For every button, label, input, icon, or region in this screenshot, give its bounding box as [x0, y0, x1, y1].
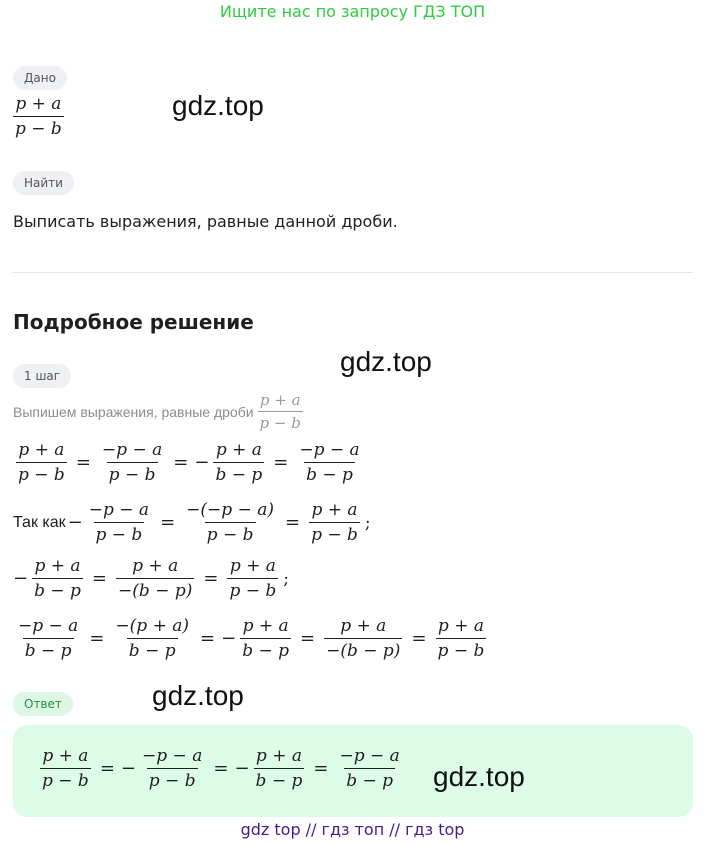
answer-tag: Ответ — [13, 692, 73, 716]
footer-links: gdz top // гдз топ // гдз top — [240, 820, 465, 839]
fraction — [309, 500, 360, 545]
answer-equation — [37, 746, 405, 791]
fraction — [116, 556, 194, 601]
equation-line-3 — [13, 556, 289, 601]
given-fraction-numerator: p + a — [15, 94, 62, 114]
equals-sign: = — [89, 628, 105, 649]
watermark: gdz.top — [152, 680, 244, 711]
so-since-text: Так как — [13, 513, 66, 531]
top-banner: Ищите нас по запросу ГДЗ ТОП — [219, 2, 486, 21]
fraction-denominator: p − b — [107, 462, 158, 485]
fraction-denominator: b − p — [240, 638, 291, 661]
fraction-numerator: −p − a — [88, 500, 150, 520]
equals-sign: = — [200, 628, 216, 649]
minus-sign: − — [234, 758, 250, 779]
equals-sign: = — [285, 512, 301, 533]
fraction-denominator: p − b — [436, 638, 487, 661]
semicolon: ; — [364, 512, 371, 533]
fraction — [100, 440, 164, 485]
equals-sign: = — [313, 758, 329, 779]
fraction — [16, 616, 80, 661]
fraction — [297, 440, 361, 485]
fraction-numerator: p + a — [255, 746, 302, 766]
fraction-denominator: b − p — [32, 578, 83, 601]
fraction-denominator: p − b — [205, 522, 256, 545]
fraction-denominator: p − b — [16, 462, 67, 485]
equals-sign: = — [213, 758, 229, 779]
semicolon: ; — [283, 568, 289, 589]
fraction-denominator: b − p — [127, 638, 178, 661]
fraction — [140, 746, 204, 791]
equals-sign: = — [411, 628, 427, 649]
equation-line-1 — [13, 440, 365, 485]
fraction-numerator: p + a — [18, 440, 65, 460]
step-intro-text: Выпишем выражения, равные дроби — [13, 403, 254, 420]
fraction-denominator: b − p — [23, 638, 74, 661]
fraction-denominator: p − b — [147, 768, 198, 791]
equals-sign: = — [173, 452, 189, 473]
fraction — [240, 616, 291, 661]
equals-sign: = — [91, 568, 108, 589]
given-fraction — [13, 94, 64, 139]
fraction — [213, 440, 264, 485]
minus-sign: − — [221, 628, 237, 649]
fraction-denominator: p − b — [40, 768, 91, 791]
fraction-denominator: b − p — [344, 768, 395, 791]
given-fraction-denominator: p − b — [13, 116, 64, 139]
fraction-numerator: p + a — [132, 556, 179, 576]
watermark: gdz.top — [433, 761, 525, 792]
fraction-numerator: p + a — [229, 556, 276, 576]
find-text: Выписать выражения, равные данной дроби. — [13, 212, 398, 231]
fraction-numerator: −(p + a) — [115, 616, 189, 636]
equals-sign: = — [273, 452, 289, 473]
minus-sign: − — [194, 452, 210, 473]
step-intro-fraction — [254, 391, 306, 432]
fraction-numerator: p + a — [42, 746, 89, 766]
fraction — [436, 616, 487, 661]
equation-line-4 — [13, 616, 489, 661]
equals-sign: = — [300, 628, 316, 649]
fraction — [32, 556, 83, 601]
divider — [12, 272, 693, 273]
fraction-numerator: p + a — [34, 556, 81, 576]
fraction-denominator: b − p — [304, 462, 355, 485]
minus-sign: − — [120, 758, 137, 779]
fraction-numerator: −p − a — [18, 616, 79, 636]
fraction — [113, 616, 191, 661]
solution-heading: Подробное решение — [13, 310, 254, 334]
equation-line-2 — [13, 500, 371, 545]
fraction-numerator: p + a — [215, 440, 262, 460]
fraction-numerator: p + a — [311, 500, 358, 520]
equals-sign: = — [203, 568, 219, 589]
fraction-numerator: −p − a — [142, 746, 203, 766]
fraction-denominator: p − b — [94, 522, 145, 545]
fraction — [16, 440, 67, 485]
fraction-denominator: −(b − p) — [324, 638, 402, 661]
fraction-numerator: −p − a — [339, 746, 400, 766]
fraction-numerator: p + a — [242, 616, 289, 636]
fraction-denominator: p − b — [309, 522, 360, 545]
equals-sign: = — [99, 758, 115, 779]
fraction — [337, 746, 401, 791]
equation-line-2-body — [68, 500, 371, 545]
equals-sign: = — [75, 452, 91, 473]
fraction — [40, 746, 91, 791]
minus-sign: − — [13, 568, 29, 589]
fraction — [254, 746, 305, 791]
fraction — [87, 500, 151, 545]
fraction-numerator: p + a — [340, 616, 387, 636]
fraction-denominator: p − b — [227, 578, 278, 601]
fraction-numerator: −p − a — [299, 440, 360, 460]
watermark: gdz.top — [172, 90, 264, 121]
fraction-numerator: −p − a — [101, 440, 163, 460]
given-tag: Дано — [13, 66, 67, 90]
step-tag: 1 шаг — [13, 364, 71, 388]
find-tag: Найти — [13, 171, 74, 195]
fraction-denominator: −(b − p) — [116, 578, 194, 601]
fraction — [184, 500, 276, 545]
equals-sign: = — [160, 512, 176, 533]
fraction-denominator: b − p — [213, 462, 264, 485]
minus-sign: − — [67, 512, 83, 533]
fraction-numerator: p + a — [259, 391, 301, 409]
fraction-denominator: p − b — [258, 411, 303, 432]
fraction-numerator: p + a — [437, 616, 484, 636]
watermark: gdz.top — [340, 346, 432, 377]
fraction — [324, 616, 402, 661]
fraction — [227, 556, 278, 601]
fraction-numerator: −(−p − a) — [186, 500, 274, 520]
fraction-denominator: b − p — [254, 768, 305, 791]
